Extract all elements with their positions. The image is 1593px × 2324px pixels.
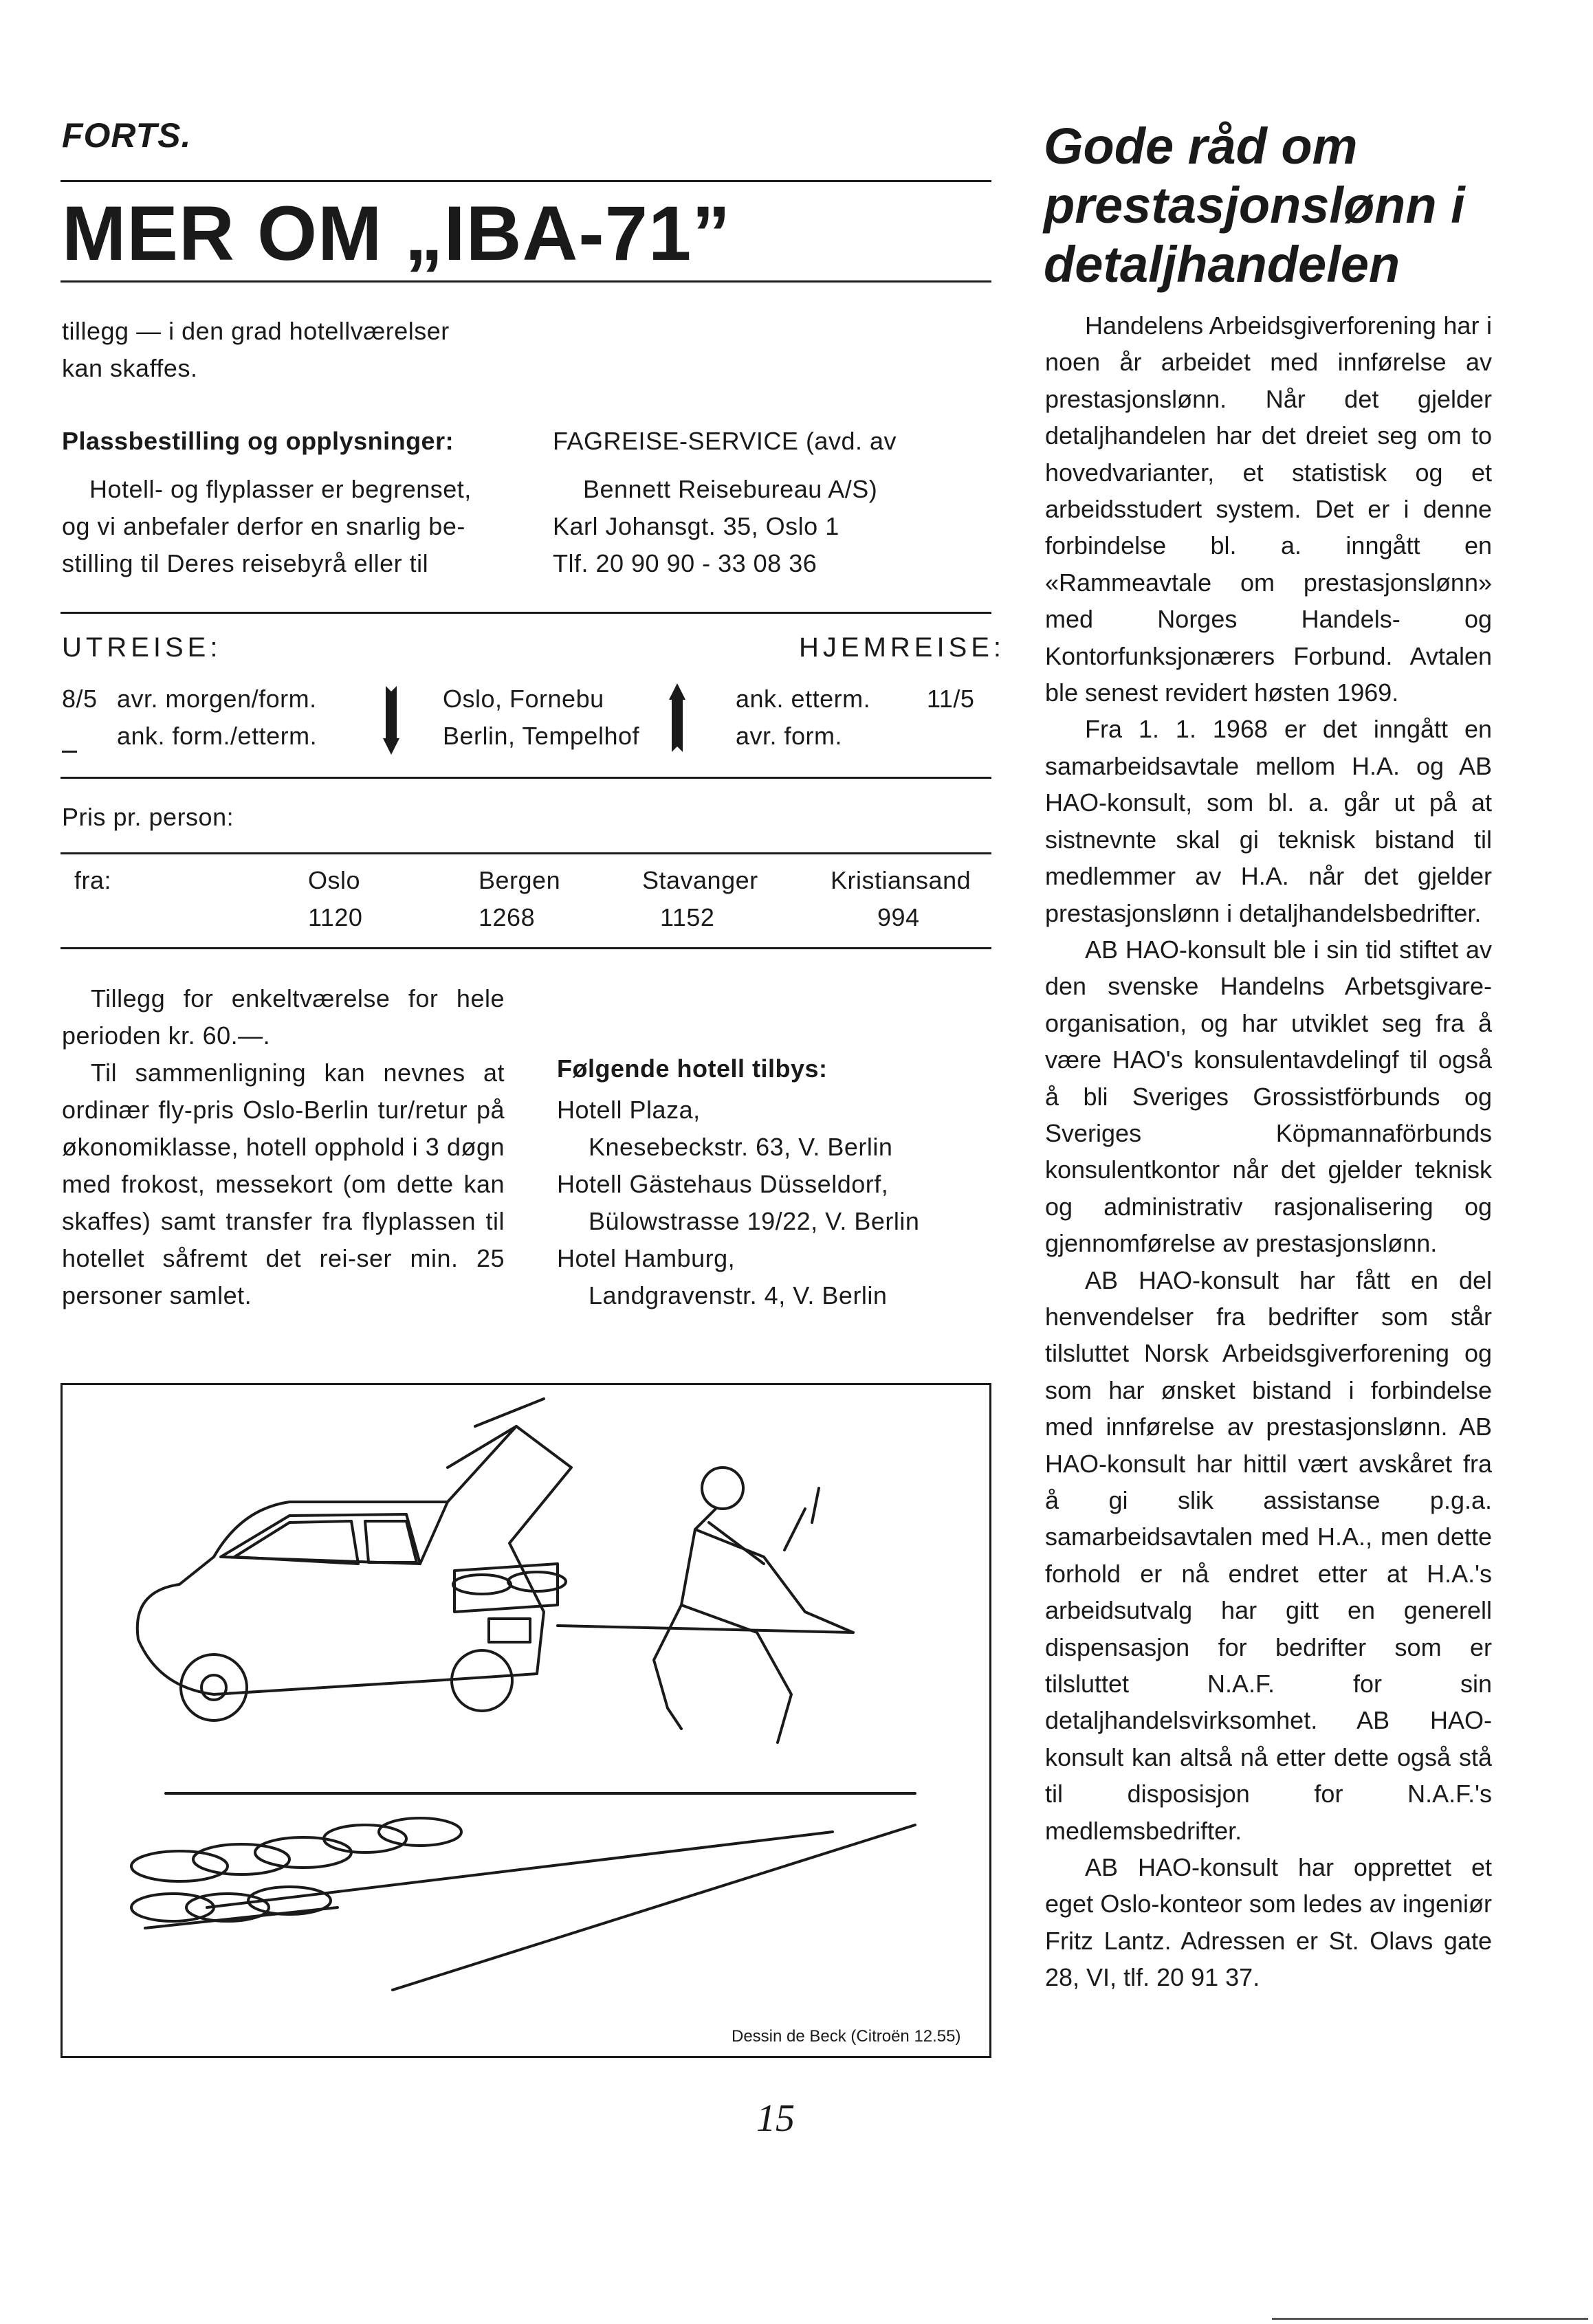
intro-line-2: kan skaffes. bbox=[62, 354, 198, 382]
booking-text-line-3: stilling til Deres reisebyrå eller til bbox=[62, 549, 429, 577]
section-kicker: FORTS. bbox=[62, 116, 192, 155]
bottom-scan-line bbox=[1272, 2318, 1588, 2320]
article-title-line-2: prestasjonslønn i bbox=[1044, 177, 1465, 234]
price-amount-stavanger: 1152 bbox=[660, 903, 715, 931]
place-oslo: Oslo, Fornebu bbox=[443, 685, 604, 713]
agency-line-2: Bennett Reisebureau A/S) bbox=[583, 475, 878, 503]
outbound-label: UTREISE: bbox=[62, 632, 222, 663]
outbound-row-2: ank. form./etterm. bbox=[117, 722, 318, 750]
price-city-kristiansand: Kristiansand bbox=[831, 866, 971, 894]
hotel-2-address: Bülowstrasse 19/22, V. Berlin bbox=[589, 1207, 920, 1235]
price-amount-oslo: 1120 bbox=[308, 903, 363, 931]
cartoon-frame bbox=[61, 1383, 991, 2058]
hotel-1-name: Hotell Plaza, bbox=[557, 1096, 701, 1124]
return-row-2: avr. form. bbox=[736, 722, 843, 750]
return-date: 11/5 bbox=[927, 685, 975, 713]
up-arrow-icon bbox=[668, 680, 686, 757]
outbound-date: 8/5 bbox=[62, 685, 98, 713]
cartoon-illustration bbox=[63, 1385, 989, 2056]
comparison-note: Til sammenligning kan nevnes at ordinær fly-pris Oslo-Berlin tur/retur på økonomiklasse, hotell opphold i 3 døgn med frokost, messekort (om dette kan skaffes) samt transfer fra flyplassen til hotellet såfremt det rei-ser min. 25 personer samlet. bbox=[62, 1059, 505, 1309]
page-title: MER OM „IBA-71” bbox=[62, 190, 732, 276]
article-paragraph-1: Handelens Arbeidsgiverforening har i noen år arbeidet med innførelse av prestasjonslønn. Når det gjelder detaljhandelen har det dreiet seg om to hovedvarianter, et statistisk og et arbeidsstudert system. Det er i denne forbindelse bl. a. inngått en «Rammeavtale om prestasjonslønn» med Norges Handels- og Kontorfunksjonærers Forbund. Avtalen ble senest revidert høsten 1969. bbox=[1045, 311, 1492, 707]
price-from-label: fra: bbox=[74, 866, 112, 894]
price-top-rule bbox=[61, 852, 991, 854]
booking-text-line-1: Hotell- og flyplasser er begrenset, bbox=[89, 475, 472, 503]
article-body bbox=[1045, 307, 1492, 1996]
hotel-2-name: Hotell Gästehaus Düsseldorf, bbox=[557, 1170, 889, 1198]
schedule-top-rule bbox=[61, 612, 991, 614]
down-arrow-icon bbox=[382, 680, 400, 757]
outbound-row-1: avr. morgen/form. bbox=[117, 685, 317, 713]
supplement-note: Tillegg for enkeltværelse for hele perioden kr. 60.—. bbox=[62, 984, 505, 1050]
price-city-stavanger: Stavanger bbox=[642, 866, 758, 894]
price-amount-bergen: 1268 bbox=[479, 903, 536, 931]
price-city-oslo: Oslo bbox=[308, 866, 361, 894]
agency-line-1: FAGREISE-SERVICE (avd. av bbox=[553, 427, 897, 455]
schedule-bottom-rule bbox=[61, 777, 991, 779]
booking-text-line-2: og vi anbefaler derfor en snarlig be- bbox=[62, 512, 465, 540]
return-label: HJEMREISE: bbox=[799, 632, 1006, 663]
price-city-bergen: Bergen bbox=[479, 866, 561, 894]
hotels-heading: Følgende hotell tilbys: bbox=[557, 1054, 828, 1083]
intro-line-1: tillegg — i den grad hotellværelser bbox=[62, 317, 450, 345]
agency-line-4: Tlf. 20 90 90 - 33 08 36 bbox=[553, 549, 817, 577]
booking-heading: Plassbestilling og opplysninger: bbox=[62, 427, 454, 455]
price-bottom-rule bbox=[61, 947, 991, 949]
page-number: 15 bbox=[756, 2097, 795, 2140]
article-title-line-3: detaljhandelen bbox=[1044, 236, 1400, 293]
article-paragraph-5: AB HAO-konsult har opprettet et eget Oslo-konteor som ledes av ingeniør Fritz Lantz. Adressen er St. Olavs gate 28, VI, tlf. 20 91 37. bbox=[1045, 1853, 1492, 1992]
article-paragraph-3: AB HAO-konsult ble i sin tid stiftet av den svenske Handelns Arbetsgivare-organisation, og har utviklet seg fra å være HAO's konsulentavdelingf til også å bli Sveriges Grossistförbunds og Sveriges Köpmannaförbunds konsulentkontor når det gjelder teknisk og administrativ rasjonalisering og gjennomførelse av prestasjonslønn. bbox=[1045, 935, 1492, 1258]
header-bottom-rule bbox=[61, 280, 991, 283]
hotel-1-address: Knesebeckstr. 63, V. Berlin bbox=[589, 1133, 893, 1161]
notes-block bbox=[62, 980, 505, 1314]
hotel-3-name: Hotel Hamburg, bbox=[557, 1244, 736, 1272]
hotel-3-address: Landgravenstr. 4, V. Berlin bbox=[589, 1281, 888, 1309]
price-amount-kristiansand: 994 bbox=[877, 903, 920, 931]
cartoon-credit: Dessin de Beck (Citroën 12.55) bbox=[732, 2027, 961, 2046]
dash-mark bbox=[62, 751, 77, 753]
header-top-rule bbox=[61, 180, 991, 182]
place-berlin: Berlin, Tempelhof bbox=[443, 722, 639, 750]
article-paragraph-4: AB HAO-konsult har fått en del henvendelser fra bedrifter som står tilsluttet Norsk Arbeidsgiverforening og som har ønsket bistand i forbindelse med innførelse av prestasjonslønn. AB HAO-konsult har hittil vært avskåret fra å gi slik assistanse p.g.a. samarbeidsavtalen med H.A., men dette forhold er nå endret etter at H.A.'s arbeidsutvalg har gitt en generell dispensasjon for bedrifter som er tilsluttet N.A.F. for sin detaljhandelsvirksomhet. AB HAO-konsult kan altså nå etter dette også stå til disposisjon for N.A.F.'s medlemsbedrifter. bbox=[1045, 1265, 1492, 1845]
article-title bbox=[1044, 117, 1539, 294]
price-label: Pris pr. person: bbox=[62, 803, 234, 831]
agency-line-3: Karl Johansgt. 35, Oslo 1 bbox=[553, 512, 839, 540]
article-paragraph-2: Fra 1. 1. 1968 er det inngått en samarbeidsavtale mellom H.A. og AB HAO-konsult, som bl. a. går ut på at sistnevnte skal gi teknisk bistand til medlemmer av H.A. når det gjelder prestasjonslønn i detaljhandelsbedrifter. bbox=[1045, 715, 1492, 927]
return-row-1: ank. etterm. bbox=[736, 685, 871, 713]
article-title-line-1: Gode råd om bbox=[1044, 118, 1358, 175]
